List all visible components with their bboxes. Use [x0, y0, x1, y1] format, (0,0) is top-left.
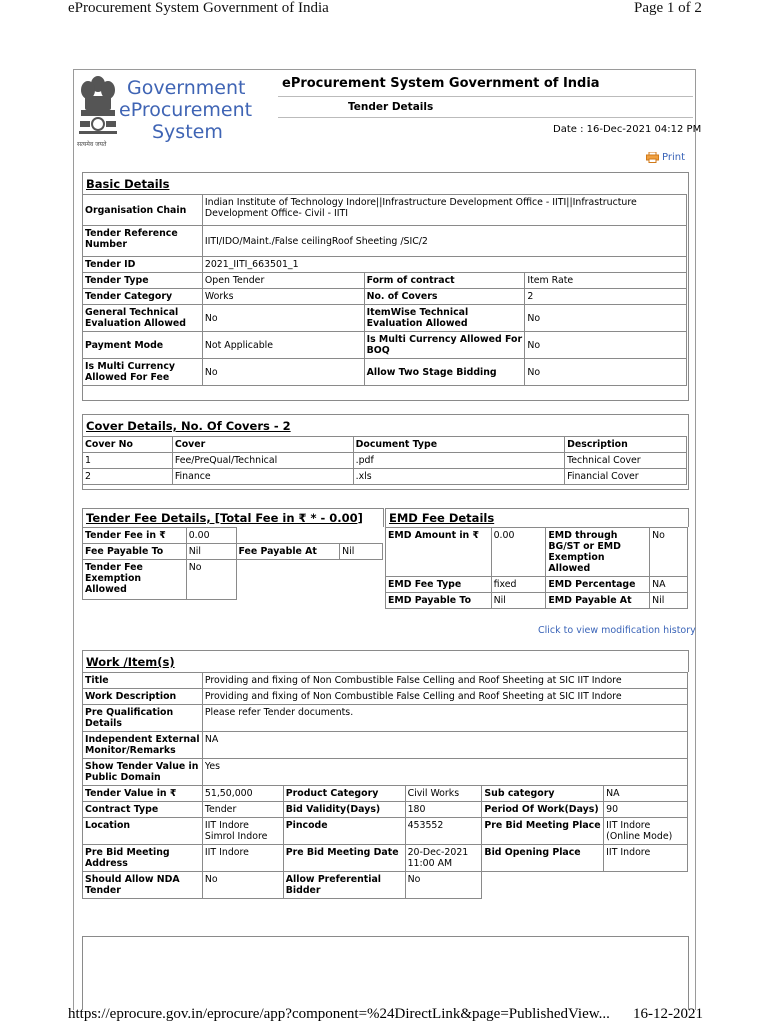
location-label: Location	[83, 818, 203, 845]
fee-payable-at-value: Nil	[340, 544, 383, 560]
divider	[278, 117, 693, 118]
work-items-table	[82, 672, 688, 899]
print-date: 16-12-2021	[633, 1006, 703, 1022]
logo-line-1: Government	[127, 77, 246, 99]
two-stage-bidding-value: No	[525, 359, 687, 386]
emd-payable-to-value: Nil	[491, 593, 546, 609]
cover-details-table	[82, 436, 687, 485]
period-of-work-value: 90	[604, 802, 688, 818]
iem-value: NA	[202, 732, 687, 759]
cover-cell: Technical Cover	[565, 453, 687, 469]
contract-type-label: Contract Type	[83, 802, 203, 818]
pre-bid-address-label: Pre Bid Meeting Address	[83, 845, 203, 872]
cover-cell: .pdf	[353, 453, 565, 469]
fee-exemption-value: No	[186, 560, 236, 600]
title-value: Providing and fixing of Non Combustible False Celling and Roof Sheeting at SIC IIT Indore	[202, 673, 687, 689]
tender-fee-label: Tender Fee in ₹	[83, 528, 187, 544]
basic-details-section	[82, 172, 689, 401]
printer-icon	[646, 152, 659, 163]
logo-line-2: eProcurement	[119, 99, 253, 121]
cover-cell: Fee/PreQual/Technical	[172, 453, 353, 469]
emd-fee-section	[385, 508, 687, 609]
org-chain-value: Indian Institute of Technology Indore||Infrastructure Development Office - IITI||Infrastructure Development Office- Civil - IITI	[202, 195, 686, 226]
logo-line-3: System	[152, 121, 223, 143]
page-url: https://eprocure.gov.in/eprocure/app?component=%24DirectLink&page=PublishedView...	[68, 1006, 610, 1022]
empty-cell	[482, 872, 604, 899]
preferential-bidder-value: No	[405, 872, 482, 899]
pre-bid-address-value: IIT Indore	[202, 845, 283, 872]
cover-header: Document Type	[353, 437, 565, 453]
payment-mode-value: Not Applicable	[202, 332, 364, 359]
page-subtitle: Tender Details	[348, 101, 434, 113]
cover-cell: .xls	[353, 469, 565, 485]
emd-fee-title: EMD Fee Details	[385, 508, 689, 527]
tender-id-value: 2021_IITI_663501_1	[202, 257, 686, 273]
fee-exemption-label: Tender Fee Exemption Allowed	[83, 560, 187, 600]
cover-cell: Finance	[172, 469, 353, 485]
cover-header: Cover No	[83, 437, 173, 453]
emd-payable-at-value: Nil	[650, 593, 688, 609]
tender-fee-section	[82, 508, 382, 600]
tender-category-value: Works	[202, 289, 364, 305]
table-row	[83, 453, 687, 469]
tender-category-label: Tender Category	[83, 289, 203, 305]
pre-qualification-label: Pre Qualification Details	[83, 705, 203, 732]
empty-cell	[340, 528, 383, 544]
emd-through-label: EMD through BG/ST or EMD Exemption Allowed	[546, 528, 650, 577]
page-header-title: eProcurement System Government of India	[68, 0, 329, 16]
cover-cell: 2	[83, 469, 173, 485]
itemwise-tech-eval-value: No	[525, 305, 687, 332]
pincode-value: 453552	[405, 818, 482, 845]
tender-fee-title: Tender Fee Details, [Total Fee in ₹ * - 0.00]	[82, 508, 384, 527]
tender-fee-value: 0.00	[186, 528, 236, 544]
work-description-value: Providing and fixing of Non Combustible False Celling and Roof Sheeting at SIC IIT Indore	[202, 689, 687, 705]
pre-bid-place-value: IIT Indore (Online Mode)	[604, 818, 688, 845]
fee-payable-to-label: Fee Payable To	[83, 544, 187, 560]
tender-ref-value: IITI/IDO/Maint./False ceilingRoof Sheeting /SIC/2	[202, 226, 686, 257]
pincode-label: Pincode	[283, 818, 405, 845]
fee-payable-to-value: Nil	[186, 544, 236, 560]
form-of-contract-label: Form of contract	[364, 273, 525, 289]
nda-value: No	[202, 872, 283, 899]
cover-details-section	[82, 414, 689, 490]
general-tech-eval-value: No	[202, 305, 364, 332]
bid-opening-place-label: Bid Opening Place	[482, 845, 604, 872]
multi-currency-boq-value: No	[525, 332, 687, 359]
cover-cell: Financial Cover	[565, 469, 687, 485]
multi-currency-boq-label: Is Multi Currency Allowed For BOQ	[364, 332, 525, 359]
itemwise-tech-eval-label: ItemWise Technical Evaluation Allowed	[364, 305, 525, 332]
gepnic-logo	[73, 72, 273, 150]
basic-details-table	[82, 194, 687, 386]
emd-fee-type-value: fixed	[491, 577, 546, 593]
work-items-title: Work /Item(s)	[82, 650, 689, 672]
cover-cell: 1	[83, 453, 173, 469]
empty-cell	[236, 560, 340, 600]
bid-validity-label: Bid Validity(Days)	[283, 802, 405, 818]
emblem-motto: सत्यमेव जयते	[77, 141, 107, 148]
page-number: Page 1 of 2	[634, 0, 702, 16]
nda-label: Should Allow NDA Tender	[83, 872, 203, 899]
emd-through-value: No	[650, 528, 688, 577]
show-tender-value-label: Show Tender Value in Public Domain	[83, 759, 203, 786]
tender-value-label: Tender Value in ₹	[83, 786, 203, 802]
emd-amount-label: EMD Amount in ₹	[386, 528, 492, 577]
emd-amount-value: 0.00	[491, 528, 546, 577]
org-chain-label: Organisation Chain	[83, 195, 203, 226]
print-label: Print	[662, 152, 686, 163]
product-category-label: Product Category	[283, 786, 405, 802]
cover-header: Description	[565, 437, 687, 453]
preferential-bidder-label: Allow Preferential Bidder	[283, 872, 405, 899]
product-category-value: Civil Works	[405, 786, 482, 802]
two-stage-bidding-label: Allow Two Stage Bidding	[364, 359, 525, 386]
no-of-covers-value: 2	[525, 289, 687, 305]
fee-payable-at-label: Fee Payable At	[236, 544, 340, 560]
general-tech-eval-label: General Technical Evaluation Allowed	[83, 305, 203, 332]
emd-fee-type-label: EMD Fee Type	[386, 577, 492, 593]
tender-type-value: Open Tender	[202, 273, 364, 289]
title-label: Title	[83, 673, 203, 689]
empty-cell	[340, 560, 383, 600]
emd-fee-table	[385, 527, 688, 609]
iem-label: Independent External Monitor/Remarks	[83, 732, 203, 759]
tender-id-label: Tender ID	[83, 257, 203, 273]
empty-cell	[604, 872, 688, 899]
contract-type-value: Tender	[202, 802, 283, 818]
no-of-covers-label: No. of Covers	[364, 289, 525, 305]
period-of-work-label: Period Of Work(Days)	[482, 802, 604, 818]
pre-bid-date-label: Pre Bid Meeting Date	[283, 845, 405, 872]
work-items-section	[82, 650, 687, 899]
multi-currency-fee-value: No	[202, 359, 364, 386]
next-section-box	[82, 936, 689, 1010]
tender-fee-table	[82, 527, 383, 600]
bid-opening-place-value: IIT Indore	[604, 845, 688, 872]
modification-history-link[interactable]: Click to view modification history	[538, 625, 696, 636]
sub-category-value: NA	[604, 786, 688, 802]
bid-validity-value: 180	[405, 802, 482, 818]
report-date: Date : 16-Dec-2021 04:12 PM	[553, 124, 702, 135]
page-title: eProcurement System Government of India	[282, 76, 600, 91]
emd-payable-at-label: EMD Payable At	[546, 593, 650, 609]
print-button[interactable]	[646, 152, 685, 163]
cover-header: Cover	[172, 437, 353, 453]
work-description-label: Work Description	[83, 689, 203, 705]
sub-category-label: Sub category	[482, 786, 604, 802]
location-value: IIT Indore Simrol Indore	[202, 818, 283, 845]
multi-currency-fee-label: Is Multi Currency Allowed For Fee	[83, 359, 203, 386]
emd-payable-to-label: EMD Payable To	[386, 593, 492, 609]
emblem-icon	[76, 74, 120, 140]
cover-details-title: Cover Details, No. Of Covers - 2	[86, 419, 291, 433]
show-tender-value-value: Yes	[202, 759, 687, 786]
payment-mode-label: Payment Mode	[83, 332, 203, 359]
emd-percentage-label: EMD Percentage	[546, 577, 650, 593]
tender-type-label: Tender Type	[83, 273, 203, 289]
emd-percentage-value: NA	[650, 577, 688, 593]
tender-value-value: 51,50,000	[202, 786, 283, 802]
form-of-contract-value: Item Rate	[525, 273, 687, 289]
tender-ref-label: Tender Reference Number	[83, 226, 203, 257]
pre-qualification-value: Please refer Tender documents.	[202, 705, 687, 732]
empty-cell	[236, 528, 340, 544]
pre-bid-place-label: Pre Bid Meeting Place	[482, 818, 604, 845]
basic-details-title: Basic Details	[86, 177, 170, 191]
table-row	[83, 469, 687, 485]
pre-bid-date-value: 20-Dec-2021 11:00 AM	[405, 845, 482, 872]
divider	[278, 96, 693, 97]
